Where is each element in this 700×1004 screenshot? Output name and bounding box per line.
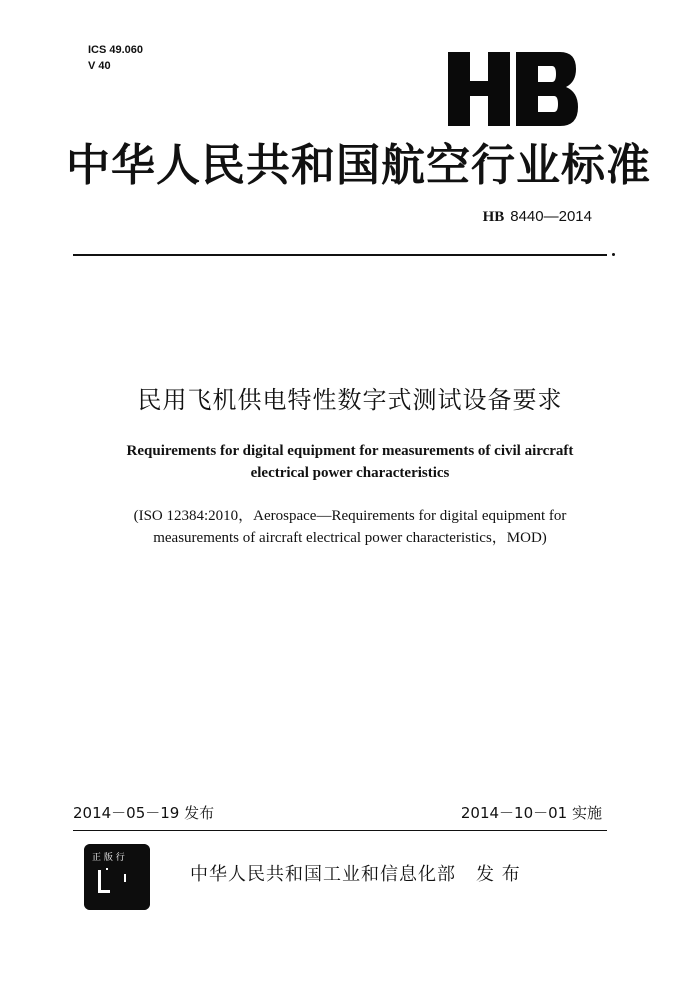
divider-dot: [612, 253, 615, 256]
iso-reference-line-1: (ISO 12384:2010，Aerospace—Requirements for digital equipment for: [133, 508, 567, 524]
english-title-line-1: Requirements for digital equipment for measurements of civil aircraft: [126, 443, 574, 459]
ics-code-block: [88, 42, 143, 74]
ccs-code: V 40: [88, 60, 111, 72]
hb-logo: [448, 52, 578, 126]
english-title-line-2: electrical power characteristics: [250, 465, 450, 481]
standard-prefix: HB: [482, 209, 505, 225]
publisher: [190, 860, 521, 886]
footer-divider: [73, 830, 607, 831]
chinese-title: 民用飞机供电特性数字式测试设备要求: [137, 386, 563, 414]
english-title: [60, 440, 640, 484]
issue-date: 2014－05－19 发布: [73, 804, 215, 822]
publisher-name: 中华人民共和国工业和信息化部: [190, 864, 456, 885]
standard-code: 8440—2014: [510, 208, 592, 225]
iso-reference-line-2: measurements of aircraft electrical power characteristics，MOD): [153, 530, 547, 546]
ics-code: ICS 49.060: [88, 44, 144, 56]
standard-number: [483, 208, 592, 226]
anti-counterfeit-stamp: [84, 844, 150, 910]
iso-reference: [60, 505, 640, 549]
publish-label: 发 布: [476, 864, 521, 885]
implementation-date: 2014－10－01 实施: [460, 804, 602, 822]
header-divider: [73, 254, 607, 256]
organization-title: 中华人民共和国航空行业标准: [66, 140, 651, 191]
stamp-text: 正 版 行: [92, 853, 125, 863]
